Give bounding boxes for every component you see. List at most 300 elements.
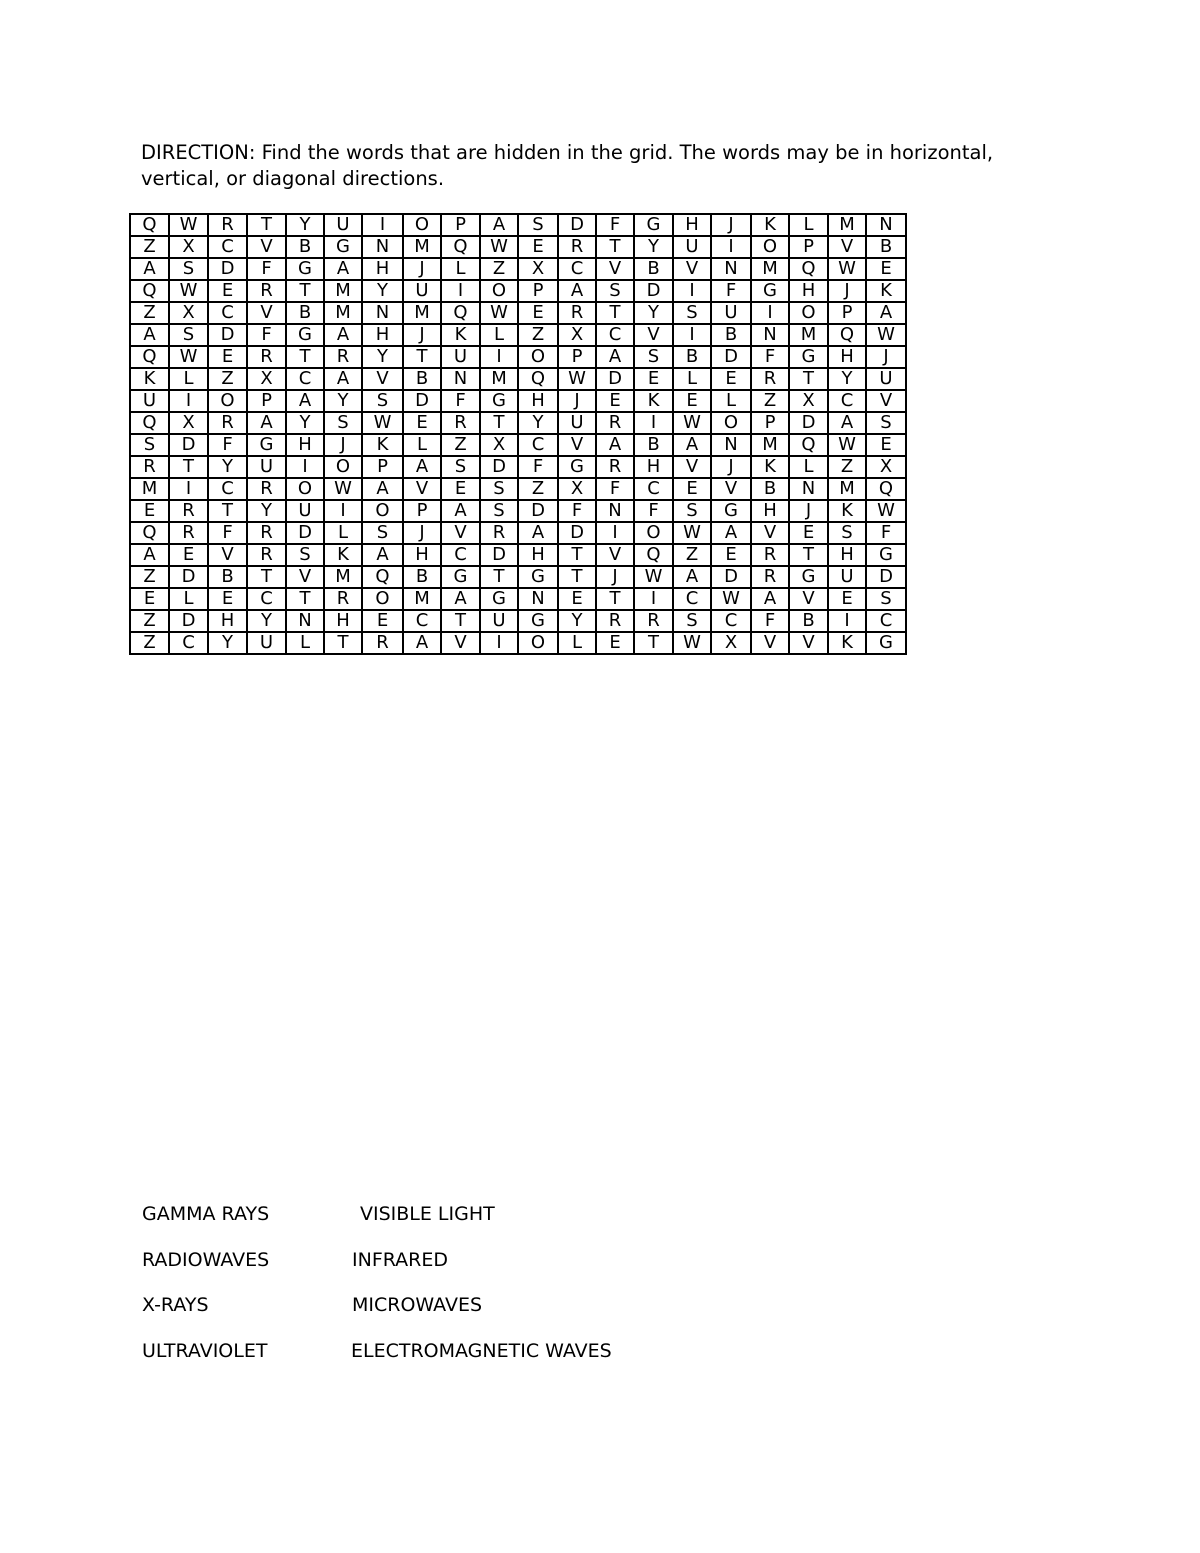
grid-cell: N [711, 258, 751, 280]
grid-cell: D [711, 566, 751, 588]
grid-cell: C [828, 390, 866, 412]
grid-cell: Y [286, 214, 324, 236]
grid-cell: G [441, 566, 480, 588]
grid-cell: L [286, 632, 324, 654]
grid-cell: U [403, 280, 441, 302]
word-microwaves: MICROWAVES [352, 1294, 483, 1316]
grid-cell: F [596, 478, 634, 500]
grid-cell: Y [247, 500, 286, 522]
grid-cell: S [828, 522, 866, 544]
grid-cell: S [286, 544, 324, 566]
grid-cell: K [751, 214, 789, 236]
grid-cell: W [866, 500, 906, 522]
grid-cell: R [558, 302, 596, 324]
grid-cell: Z [208, 368, 247, 390]
grid-cell: B [789, 610, 828, 632]
grid-cell: N [751, 324, 789, 346]
grid-cell: D [518, 500, 558, 522]
grid-cell: P [518, 280, 558, 302]
grid-cell: G [324, 236, 362, 258]
grid-cell: P [441, 214, 480, 236]
grid-cell: O [362, 500, 403, 522]
grid-cell: B [286, 302, 324, 324]
grid-cell: V [441, 522, 480, 544]
grid-cell: W [634, 566, 673, 588]
word-infrared: INFRARED [352, 1249, 449, 1271]
grid-cell: V [558, 434, 596, 456]
grid-cell: M [828, 478, 866, 500]
grid-row [130, 412, 906, 434]
grid-cell: C [208, 478, 247, 500]
grid-cell: Q [518, 368, 558, 390]
grid-cell: V [673, 258, 711, 280]
grid-cell: E [362, 610, 403, 632]
grid-cell: S [480, 500, 518, 522]
grid-cell: I [634, 588, 673, 610]
grid-cell: Y [362, 280, 403, 302]
grid-cell: R [362, 632, 403, 654]
grid-cell: G [751, 280, 789, 302]
grid-cell: U [247, 456, 286, 478]
grid-cell: H [828, 346, 866, 368]
grid-cell: L [558, 632, 596, 654]
grid-cell: R [247, 280, 286, 302]
grid-row [130, 302, 906, 324]
grid-cell: W [673, 632, 711, 654]
grid-cell: M [403, 588, 441, 610]
grid-cell: C [286, 368, 324, 390]
grid-cell: T [286, 346, 324, 368]
grid-cell: P [789, 236, 828, 258]
grid-cell: D [169, 610, 208, 632]
grid-cell: G [866, 544, 906, 566]
grid-cell: R [634, 610, 673, 632]
grid-cell: F [208, 522, 247, 544]
grid-cell: D [558, 522, 596, 544]
grid-cell: X [169, 302, 208, 324]
grid-cell: B [634, 434, 673, 456]
grid-cell: O [518, 632, 558, 654]
grid-cell: V [247, 302, 286, 324]
grid-cell: V [596, 544, 634, 566]
grid-cell: R [247, 544, 286, 566]
grid-cell: E [866, 434, 906, 456]
grid-cell: W [673, 522, 711, 544]
grid-cell: R [480, 522, 518, 544]
grid-cell: G [247, 434, 286, 456]
grid-cell: W [480, 236, 518, 258]
grid-cell: G [711, 500, 751, 522]
grid-cell: R [247, 478, 286, 500]
grid-cell: V [208, 544, 247, 566]
grid-cell: G [634, 214, 673, 236]
grid-cell: U [130, 390, 169, 412]
grid-cell: T [441, 610, 480, 632]
grid-row [130, 456, 906, 478]
grid-cell: R [751, 368, 789, 390]
grid-cell: Z [130, 632, 169, 654]
grid-cell: L [711, 390, 751, 412]
grid-cell: Y [828, 368, 866, 390]
grid-cell: U [711, 302, 751, 324]
grid-cell: Y [634, 236, 673, 258]
grid-cell: K [866, 280, 906, 302]
grid-cell: J [711, 456, 751, 478]
grid-cell: E [866, 258, 906, 280]
grid-cell: R [247, 522, 286, 544]
grid-cell: Y [247, 610, 286, 632]
grid-cell: E [130, 588, 169, 610]
grid-cell: A [286, 390, 324, 412]
grid-cell: B [673, 346, 711, 368]
grid-cell: L [673, 368, 711, 390]
grid-cell: F [866, 522, 906, 544]
grid-cell: U [673, 236, 711, 258]
grid-row [130, 632, 906, 654]
grid-cell: C [634, 478, 673, 500]
grid-cell: A [403, 632, 441, 654]
grid-cell: Q [130, 522, 169, 544]
grid-cell: A [324, 324, 362, 346]
grid-cell: W [828, 258, 866, 280]
grid-cell: Z [130, 302, 169, 324]
grid-cell: S [673, 500, 711, 522]
grid-cell: A [596, 434, 634, 456]
grid-cell: R [208, 214, 247, 236]
word-electromagnetic-waves: ELECTROMAGNETIC WAVES [351, 1340, 612, 1362]
grid-cell: Z [130, 236, 169, 258]
grid-cell: E [558, 588, 596, 610]
grid-cell: H [789, 280, 828, 302]
grid-cell: D [286, 522, 324, 544]
grid-cell: N [789, 478, 828, 500]
grid-cell: V [751, 522, 789, 544]
grid-cell: G [789, 346, 828, 368]
grid-cell: O [324, 456, 362, 478]
grid-cell: P [828, 302, 866, 324]
grid-cell: V [362, 368, 403, 390]
grid-cell: T [403, 346, 441, 368]
grid-cell: G [286, 258, 324, 280]
grid-cell: M [828, 214, 866, 236]
grid-cell: Q [866, 478, 906, 500]
grid-cell: A [362, 544, 403, 566]
grid-cell: J [403, 522, 441, 544]
grid-cell: R [130, 456, 169, 478]
grid-cell: F [247, 258, 286, 280]
grid-cell: I [634, 412, 673, 434]
grid-cell: S [634, 346, 673, 368]
grid-cell: O [789, 302, 828, 324]
grid-cell: T [596, 588, 634, 610]
grid-cell: B [286, 236, 324, 258]
grid-cell: Q [362, 566, 403, 588]
grid-cell: O [751, 236, 789, 258]
grid-cell: I [169, 478, 208, 500]
grid-cell: V [789, 632, 828, 654]
grid-cell: M [480, 368, 518, 390]
grid-cell: X [789, 390, 828, 412]
grid-cell: M [403, 236, 441, 258]
grid-cell: U [324, 214, 362, 236]
grid-cell: B [751, 478, 789, 500]
grid-cell: S [673, 302, 711, 324]
grid-cell: H [286, 434, 324, 456]
grid-cell: H [828, 544, 866, 566]
grid-cell: Y [208, 456, 247, 478]
grid-cell: P [751, 412, 789, 434]
grid-cell: X [247, 368, 286, 390]
grid-cell: X [558, 324, 596, 346]
grid-cell: E [169, 544, 208, 566]
grid-cell: E [673, 478, 711, 500]
grid-cell: S [362, 522, 403, 544]
grid-cell: I [441, 280, 480, 302]
grid-cell: S [169, 324, 208, 346]
grid-cell: G [480, 390, 518, 412]
grid-row [130, 324, 906, 346]
grid-cell: N [518, 588, 558, 610]
grid-cell: A [711, 522, 751, 544]
grid-cell: D [169, 566, 208, 588]
grid-cell: X [518, 258, 558, 280]
grid-row [130, 500, 906, 522]
grid-cell: F [634, 500, 673, 522]
grid-cell: Q [789, 434, 828, 456]
grid-cell: U [286, 500, 324, 522]
grid-cell: S [362, 390, 403, 412]
grid-cell: B [403, 368, 441, 390]
grid-cell: Q [634, 544, 673, 566]
grid-cell: A [130, 324, 169, 346]
grid-cell: N [711, 434, 751, 456]
grid-row [130, 214, 906, 236]
grid-cell: R [596, 610, 634, 632]
grid-cell: T [208, 500, 247, 522]
grid-cell: E [441, 478, 480, 500]
grid-cell: W [866, 324, 906, 346]
grid-cell: H [518, 390, 558, 412]
grid-cell: M [789, 324, 828, 346]
grid-cell: C [558, 258, 596, 280]
grid-cell: F [711, 280, 751, 302]
grid-cell: A [751, 588, 789, 610]
grid-row [130, 588, 906, 610]
grid-cell: D [866, 566, 906, 588]
grid-cell: A [130, 544, 169, 566]
grid-cell: R [208, 412, 247, 434]
grid-cell: K [634, 390, 673, 412]
grid-cell: K [130, 368, 169, 390]
grid-cell: M [751, 258, 789, 280]
grid-cell: E [518, 236, 558, 258]
word-gamma-rays: GAMMA RAYS [142, 1203, 270, 1225]
grid-cell: M [751, 434, 789, 456]
grid-cell: S [130, 434, 169, 456]
grid-cell: E [596, 390, 634, 412]
grid-cell: U [247, 632, 286, 654]
grid-cell: E [208, 588, 247, 610]
grid-cell: T [286, 280, 324, 302]
grid-cell: Q [441, 236, 480, 258]
grid-cell: G [480, 588, 518, 610]
grid-cell: A [441, 588, 480, 610]
grid-cell: S [518, 214, 558, 236]
grid-cell: F [751, 610, 789, 632]
grid-cell: Y [362, 346, 403, 368]
grid-cell: W [828, 434, 866, 456]
grid-cell: H [673, 214, 711, 236]
word-visible-light: VISIBLE LIGHT [360, 1203, 495, 1225]
grid-cell: H [362, 324, 403, 346]
grid-cell: S [480, 478, 518, 500]
grid-cell: E [673, 390, 711, 412]
grid-cell: Y [518, 412, 558, 434]
grid-cell: W [169, 214, 208, 236]
grid-cell: M [130, 478, 169, 500]
grid-cell: L [403, 434, 441, 456]
grid-cell: Y [286, 412, 324, 434]
grid-cell: W [169, 346, 208, 368]
grid-cell: K [324, 544, 362, 566]
grid-cell: K [828, 632, 866, 654]
grid-cell: W [362, 412, 403, 434]
grid-cell: N [596, 500, 634, 522]
grid-cell: C [208, 236, 247, 258]
grid-cell: V [634, 324, 673, 346]
grid-cell: T [324, 632, 362, 654]
grid-cell: C [866, 610, 906, 632]
grid-cell: F [751, 346, 789, 368]
grid-cell: V [789, 588, 828, 610]
grid-cell: O [286, 478, 324, 500]
grid-cell: O [403, 214, 441, 236]
grid-cell: W [673, 412, 711, 434]
grid-cell: S [169, 258, 208, 280]
grid-cell: Z [480, 258, 518, 280]
grid-cell: W [558, 368, 596, 390]
grid-cell: H [634, 456, 673, 478]
grid-cell: A [247, 412, 286, 434]
grid-cell: S [441, 456, 480, 478]
grid-cell: A [130, 258, 169, 280]
grid-row [130, 566, 906, 588]
grid-cell: N [441, 368, 480, 390]
grid-cell: D [208, 324, 247, 346]
grid-row [130, 258, 906, 280]
word-ultraviolet: ULTRAVIOLET [142, 1340, 268, 1362]
grid-cell: J [596, 566, 634, 588]
grid-cell: F [441, 390, 480, 412]
grid-cell: T [247, 566, 286, 588]
grid-cell: Y [558, 610, 596, 632]
grid-cell: U [558, 412, 596, 434]
grid-cell: Z [130, 610, 169, 632]
grid-cell: M [324, 566, 362, 588]
grid-cell: C [403, 610, 441, 632]
grid-cell: I [480, 346, 518, 368]
grid-cell: X [169, 412, 208, 434]
grid-cell: W [480, 302, 518, 324]
grid-cell: P [558, 346, 596, 368]
grid-cell: K [441, 324, 480, 346]
grid-cell: E [711, 544, 751, 566]
grid-cell: A [828, 412, 866, 434]
grid-cell: E [208, 346, 247, 368]
grid-row [130, 346, 906, 368]
grid-cell: A [324, 368, 362, 390]
grid-cell: V [596, 258, 634, 280]
grid-row [130, 544, 906, 566]
grid-cell: L [441, 258, 480, 280]
grid-cell: V [247, 236, 286, 258]
grid-cell: T [286, 588, 324, 610]
grid-row [130, 236, 906, 258]
grid-cell: V [441, 632, 480, 654]
grid-cell: T [558, 566, 596, 588]
grid-cell: T [480, 412, 518, 434]
grid-cell: I [828, 610, 866, 632]
grid-cell: C [247, 588, 286, 610]
grid-cell: A [403, 456, 441, 478]
grid-cell: I [324, 500, 362, 522]
grid-cell: L [789, 214, 828, 236]
grid-cell: V [828, 236, 866, 258]
grid-cell: X [558, 478, 596, 500]
grid-cell: B [711, 324, 751, 346]
grid-cell: D [169, 434, 208, 456]
grid-cell: T [596, 302, 634, 324]
grid-cell: X [480, 434, 518, 456]
grid-cell: E [828, 588, 866, 610]
grid-cell: T [789, 368, 828, 390]
grid-cell: J [558, 390, 596, 412]
grid-cell: X [169, 236, 208, 258]
grid-cell: I [596, 522, 634, 544]
grid-cell: W [324, 478, 362, 500]
grid-cell: M [324, 302, 362, 324]
grid-cell: P [362, 456, 403, 478]
grid-cell: R [596, 412, 634, 434]
grid-cell: Y [208, 632, 247, 654]
grid-cell: A [558, 280, 596, 302]
grid-cell: U [828, 566, 866, 588]
grid-cell: U [480, 610, 518, 632]
grid-row [130, 368, 906, 390]
grid-cell: D [789, 412, 828, 434]
grid-cell: V [403, 478, 441, 500]
grid-cell: V [711, 478, 751, 500]
grid-cell: R [441, 412, 480, 434]
grid-cell: A [362, 478, 403, 500]
grid-cell: P [403, 500, 441, 522]
grid-cell: D [208, 258, 247, 280]
grid-cell: I [673, 324, 711, 346]
grid-cell: Y [324, 390, 362, 412]
grid-cell: O [711, 412, 751, 434]
grid-cell: G [558, 456, 596, 478]
grid-cell: H [751, 500, 789, 522]
direction-text: DIRECTION: Find the words that are hidden in the grid. The words may be in horizontal, vertical, or diagonal directions. [141, 141, 994, 190]
grid-cell: H [518, 544, 558, 566]
grid-cell: D [596, 368, 634, 390]
grid-cell: J [403, 258, 441, 280]
grid-cell: R [169, 500, 208, 522]
grid-cell: L [480, 324, 518, 346]
grid-cell: E [789, 522, 828, 544]
grid-cell: A [596, 346, 634, 368]
grid-row [130, 390, 906, 412]
